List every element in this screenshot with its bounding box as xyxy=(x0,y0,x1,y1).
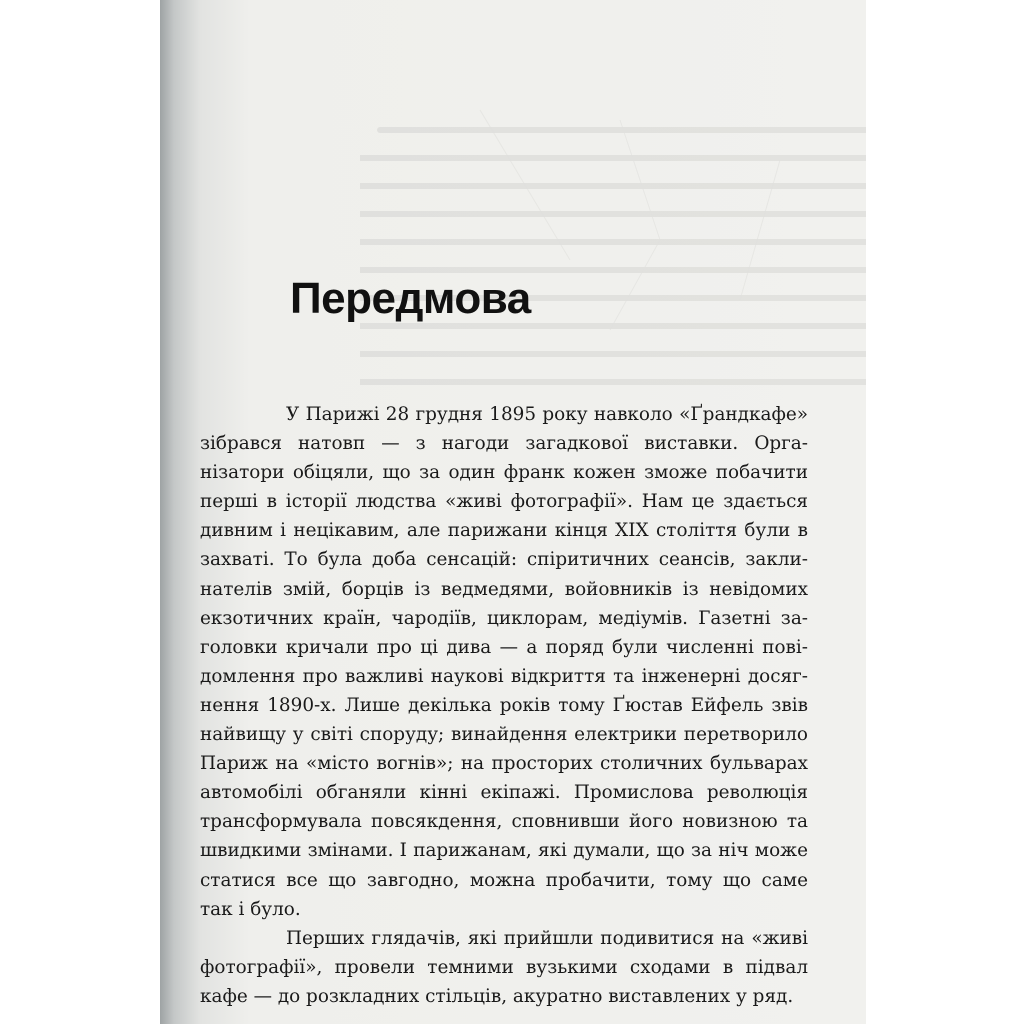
paragraph-1: У Парижі 28 грудня 1895 року навколо «Ґрандкафе» зібрався натовп — з нагоди загадкової виставки. Організатори обіцяли, що за один франк кожен зможе побачити перші в історії людства «живі фотографії». Нам це здається дивним і нецікавим, але парижани кінця XIX століття були в захваті. То була доба сенсацій: спіритичних сеансів, заклинателів змій, борців із ведмедями, войовників із невідомих екзотичних країн, чародіїв, циклорам, медіумів. Газетні заголовки кричали про ці дива — а поряд були численні повідомлення про важливі наукові відкриття та інженерні досягнення 1890-х. Лише декілька років тому Ґюстав Ейфель звів найвищу у світі споруду; винайдення електрики перетворило Париж на «місто вогнів»; на просторих столичних бульварах автомобілі обганяли кінні екіпажі. Промислова революція трансформувала повсякдення, сповнивши його новизною та швидкими змінами. І парижанам, які думали, що за ніч може статися все що завгодно, можна пробачити, тому що саме так і було. xyxy=(200,404,808,920)
chapter-heading: Передмова xyxy=(290,274,531,323)
body-text xyxy=(200,400,808,1011)
paragraph-2: Перших глядачів, які прийшли подивитися на «живі фотографії», провели темними вузькими сходами в підвал кафе — до розкладних стільців, акуратно виставлених у ряд. xyxy=(200,927,808,1007)
